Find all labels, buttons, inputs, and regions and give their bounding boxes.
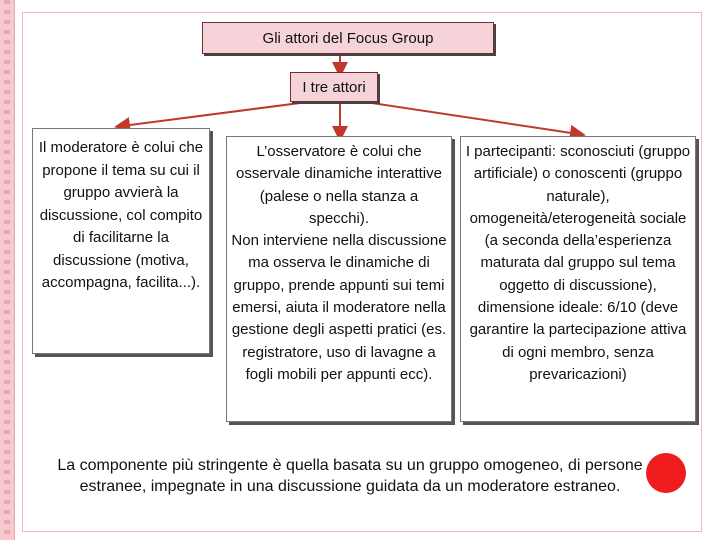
participants-text: I partecipanti: sconosciuti (gruppo artificiale) o conoscenti (gruppo naturale), omogeneità/eterogeneità sociale (a seconda della’esperienza maturata dal gruppo sul tema oggetto di discussione), dimensione ideale: 6/10 (deve garantire la partecipazione attiva di ogni membro, senza prevaricazioni) <box>465 143 691 383</box>
red-dot-icon <box>646 453 686 493</box>
subtitle-label: I tre attori <box>302 78 366 96</box>
observer-box <box>226 136 452 422</box>
arrow-tre-to-moderator <box>122 103 300 126</box>
subtitle-box <box>290 72 378 102</box>
observer-text-1: L’osservatore è colui che osservale dinamiche interattive (palese o nella stanza a specchi). <box>236 143 442 227</box>
observer-text-2: Non interviene nella discussione ma osserva le dinamiche di gruppo, prende appunti sui temi emersi, aiuta il moderatore nella gestione degli aspetti pratici (es. registratore, uso di lavagne a fogli mobili per appunti ecc). <box>231 232 447 383</box>
participants-box <box>460 136 696 422</box>
footer-note: La componente più stringente è quella basata su un gruppo omogeneo, di persone estranee, impegnate in una discussione guidata da un moderatore estraneo. <box>57 457 643 495</box>
title-box <box>202 22 494 54</box>
arrow-tre-to-participants <box>372 103 578 134</box>
moderator-text: Il moderatore è colui che propone il tema su cui il gruppo avvierà la discussione, col compito di facilitarne la discussione (motiva, accompagna, facilita...). <box>38 139 204 291</box>
page-title: Gli attori del Focus Group <box>262 29 434 47</box>
moderator-box <box>32 128 210 354</box>
